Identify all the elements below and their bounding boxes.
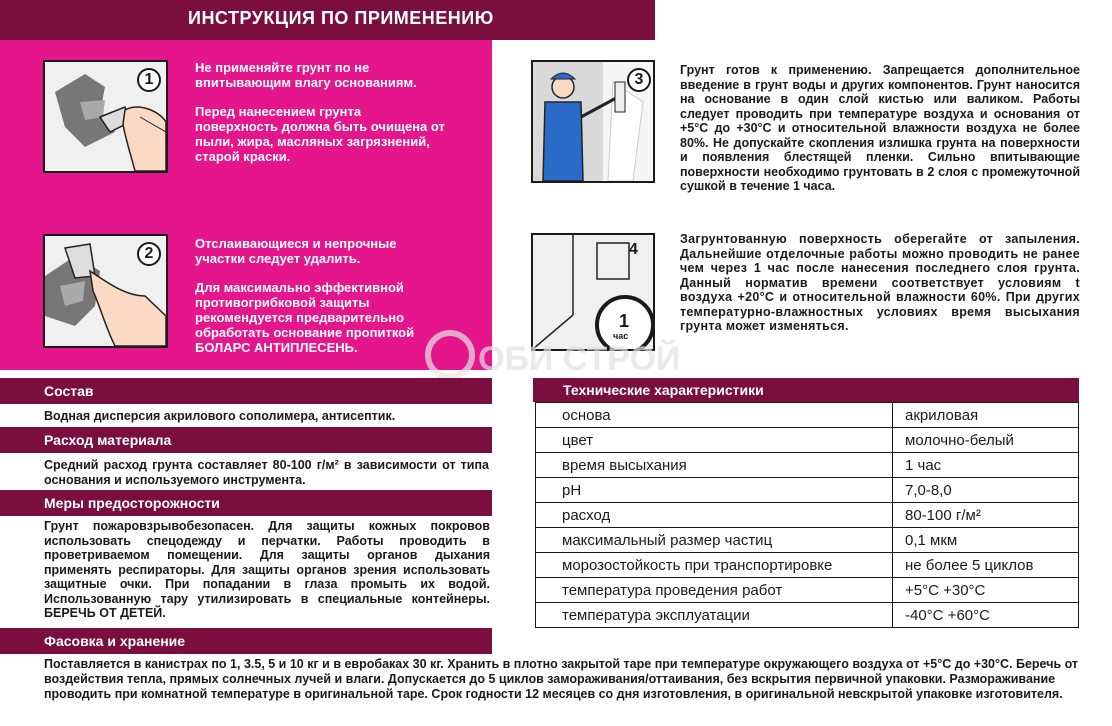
tech-value: 80-100 г/м² bbox=[893, 503, 1079, 528]
step-4-text: Загрунтованную поверхность оберегайте от запыления. Дальнейшие отделочные работы можно проводить не ранее чем через 1 час после нанесения последнего слоя грунта. Данный норматив времени соответствует условиям t воздуха +20°С и относительной влажности 60%. При других температурно-влажностных условиях время высыхания грунта может изменяться. bbox=[680, 232, 1080, 333]
tech-param: расход bbox=[536, 503, 893, 528]
step-3-illustration bbox=[531, 60, 655, 183]
table-row bbox=[536, 553, 1079, 578]
consumption-title: Расход материала bbox=[44, 432, 172, 448]
step-2-illustration bbox=[43, 234, 168, 348]
tech-param: основа bbox=[536, 403, 893, 428]
step-4-illustration bbox=[531, 233, 655, 351]
clock-hours-unit: час bbox=[613, 331, 629, 341]
page-title: ИНСТРУКЦИЯ ПО ПРИМЕНЕНИЮ bbox=[188, 8, 494, 28]
step-2-paragraph: Отслаивающиеся и непрочные участки следует удалить. bbox=[195, 236, 397, 266]
clock-hours-value: 1 bbox=[619, 311, 630, 331]
tech-value: молочно-белый bbox=[893, 428, 1079, 453]
table-row bbox=[536, 453, 1079, 478]
precautions-text: Грунт пожаровзрывобезопасен. Для защиты кожных покровов использовать спецодежду и перчатки. Работы проводить в проветриваемом помещении. Для защиты органов дыхания применять респираторы. Для защиты органов зрения использовать защитные очки. При попадании в глаза промыть их водой. Использованную тару утилизировать в специальные контейнеры. БЕРЕЧЬ ОТ ДЕТЕЙ. bbox=[44, 519, 490, 620]
tech-value: 7,0-8,0 bbox=[893, 478, 1079, 503]
table-row bbox=[536, 478, 1079, 503]
consumption-header bbox=[0, 427, 492, 453]
watermark-logo bbox=[425, 330, 475, 380]
watermark-text: ОБИ СТРОЙ bbox=[478, 340, 681, 378]
tech-value: не более 5 циклов bbox=[893, 553, 1079, 578]
precautions-title: Меры предосторожности bbox=[44, 495, 220, 511]
tech-title: Технические характеристики bbox=[563, 382, 764, 398]
storage-title: Фасовка и хранение bbox=[44, 633, 186, 649]
storage-text: Поставляется в канистрах по 1, 3.5, 5 и 10 кг и в евробаках 30 кг. Хранить в плотно закрытой таре при температуре окружающего воздуха от +5°С до +30°С. Беречь от воздействия тепла, прямых солнечных лучей и влаги. Допускается до 5 циклов замораживания/оттаивания, без вскрытия первичной упаковки. Размораживание проводить при комнатной температуре в оригинальной таре. Срок годности 12 месяцев со дня изготовления, в оригинальной невскрытой упаковке изготовителя. bbox=[44, 657, 1079, 701]
tech-param: температура проведения работ bbox=[536, 578, 893, 603]
table-row bbox=[536, 528, 1079, 553]
table-row bbox=[536, 503, 1079, 528]
table-row bbox=[536, 428, 1079, 453]
step-1-paragraph: Перед нанесением грунта поверхность должна быть очищена от пыли, жира, масляных загрязнений, старой краски. bbox=[195, 104, 445, 164]
tech-param: цвет bbox=[536, 428, 893, 453]
tech-value: +5°С +30°С bbox=[893, 578, 1079, 603]
step-1-illustration bbox=[43, 60, 168, 173]
tech-header bbox=[533, 378, 1079, 402]
composition-header bbox=[0, 378, 492, 404]
step-4-number: 4 bbox=[629, 241, 638, 258]
tech-value: 0,1 мкм bbox=[893, 528, 1079, 553]
table-row bbox=[536, 603, 1079, 628]
composition-title: Состав bbox=[44, 383, 94, 399]
tech-param: максимальный размер частиц bbox=[536, 528, 893, 553]
tech-param: время высыхания bbox=[536, 453, 893, 478]
step-1-text bbox=[195, 60, 445, 178]
step-3-text: Грунт готов к применению. Запрещается дополнительное введение в грунт воды и других компонентов. Грунт наносится на основание в один слой кистью или валиком. Работы следует проводить при температуре воздуха и основания от +5°С до +30°С и относительной влажности воздуха не более 80%. Не допускайте скопления излишка грунта на поверхности и появления блестящей пленки. Сильно впитывающие поверхности необходимо грунтовать в 2 слоя с промежуточной сушкой в течение 1 часа. bbox=[680, 63, 1080, 193]
title-bar bbox=[0, 0, 655, 40]
tech-value: 1 час bbox=[893, 453, 1079, 478]
table-row bbox=[536, 578, 1079, 603]
tech-param: pH bbox=[536, 478, 893, 503]
tech-value: -40°С +60°С bbox=[893, 603, 1079, 628]
step-1-number: 1 bbox=[137, 68, 161, 92]
step-2-text bbox=[195, 236, 445, 369]
consumption-text: Средний расход грунта составляет 80-100 г/м² в зависимости от типа основания и используемого инструмента. bbox=[44, 458, 489, 487]
precautions-header bbox=[0, 490, 492, 516]
tech-param: температура эксплуатации bbox=[536, 603, 893, 628]
step-1-paragraph: Не применяйте грунт по не впитывающим влагу основаниям. bbox=[195, 60, 417, 90]
step-2-number: 2 bbox=[137, 242, 161, 266]
tech-param: морозостойкость при транспортировке bbox=[536, 553, 893, 578]
step-3-number: 3 bbox=[627, 68, 651, 92]
table-row bbox=[536, 403, 1079, 428]
tech-table bbox=[535, 402, 1079, 628]
tech-value: акриловая bbox=[893, 403, 1079, 428]
storage-header bbox=[0, 628, 492, 654]
step-2-paragraph: Для максимально эффективной противогрибковой защиты рекомендуется предварительно обработать основание пропиткой БОЛАРС АНТИПЛЕСЕНЬ. bbox=[195, 280, 415, 355]
composition-text: Водная дисперсия акрилового сополимера, антисептик. bbox=[44, 409, 396, 423]
